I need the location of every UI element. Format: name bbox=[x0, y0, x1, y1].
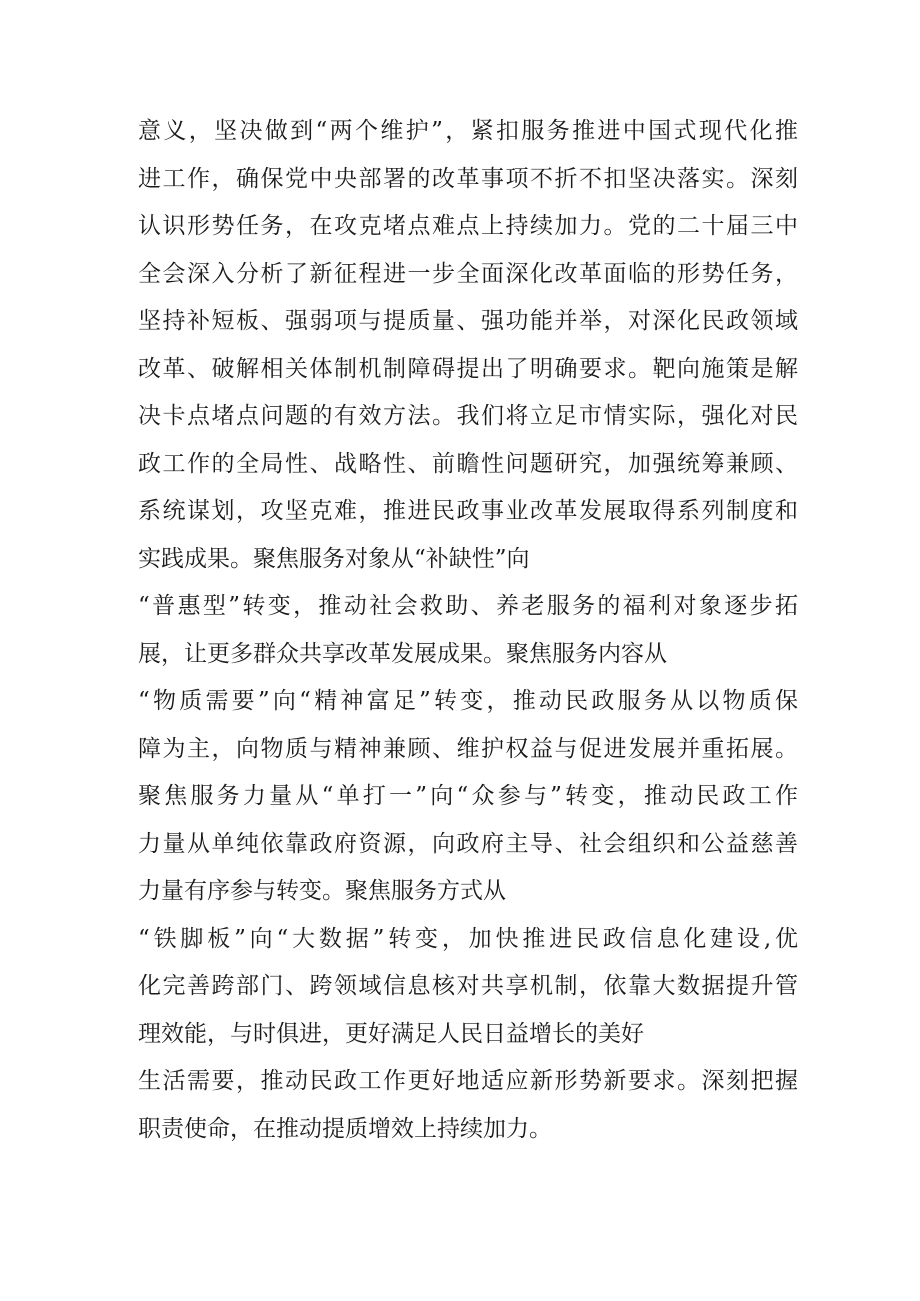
text-line: 改革、破解相关体制机制障碍提出了明确要求。靶向施策是解 bbox=[138, 355, 798, 382]
text-line: 力量从单纯依靠政府资源，向政府主导、社会组织和公益慈善 bbox=[138, 830, 798, 857]
text-line: “铁脚板”向“大数据”转变，加快推进民政信息化建设,优 bbox=[138, 925, 798, 952]
text-line: 坚持补短板、强弱项与提质量、强功能并举，对深化民政领域 bbox=[138, 308, 798, 334]
body-text bbox=[138, 108, 798, 1153]
text-line: 进工作，确保党中央部署的改革事项不折不扣坚决落实。深刻 bbox=[138, 165, 798, 192]
text-line: 实践成果。聚焦服务对象从“补缺性”向 bbox=[138, 545, 530, 572]
text-line: 障为主，向物质与精神兼顾、维护权益与促进发展并重拓展。 bbox=[138, 735, 798, 762]
text-line: 系统谋划，攻坚克难，推进民政事业改革发展取得系列制度和 bbox=[138, 498, 798, 524]
text-line: 化完善跨部门、跨领域信息核对共享机制，依靠大数据提升管 bbox=[138, 973, 798, 999]
text-line: 生活需要，推动民政工作更好地适应新形势新要求。深刻把握 bbox=[138, 1068, 798, 1094]
text-line: 力量有序参与转变。聚焦服务方式从 bbox=[138, 878, 506, 904]
text-line: 聚焦服务力量从“单打一”向“众参与”转变，推动民政工作 bbox=[138, 783, 798, 809]
text-line: 展，让更多群众共享改革发展成果。聚焦服务内容从 bbox=[138, 640, 667, 667]
text-line: 职责使命，在推动提质增效上持续加力。 bbox=[138, 1115, 552, 1142]
text-line: 全会深入分析了新征程进一步全面深化改革面临的形势任务， bbox=[138, 260, 798, 287]
text-line: 政工作的全局性、战略性、前瞻性问题研究，加强统筹兼顾、 bbox=[138, 450, 798, 477]
text-line: “物质需要”向“精神富足”转变，推动民政服务从以物质保 bbox=[138, 688, 798, 714]
text-line: 认识形势任务，在攻克堵点难点上持续加力。党的二十届三中 bbox=[138, 213, 798, 239]
text-line: 理效能，与时俱进，更好满足人民日益增长的美好 bbox=[138, 1020, 644, 1047]
text-line: “普惠型”转变，推动社会救助、养老服务的福利对象逐步拓 bbox=[138, 593, 798, 619]
text-line: 决卡点堵点问题的有效方法。我们将立足市情实际，强化对民 bbox=[138, 403, 798, 429]
text-line: 意义，坚决做到“两个维护”，紧扣服务推进中国式现代化推 bbox=[138, 118, 798, 144]
